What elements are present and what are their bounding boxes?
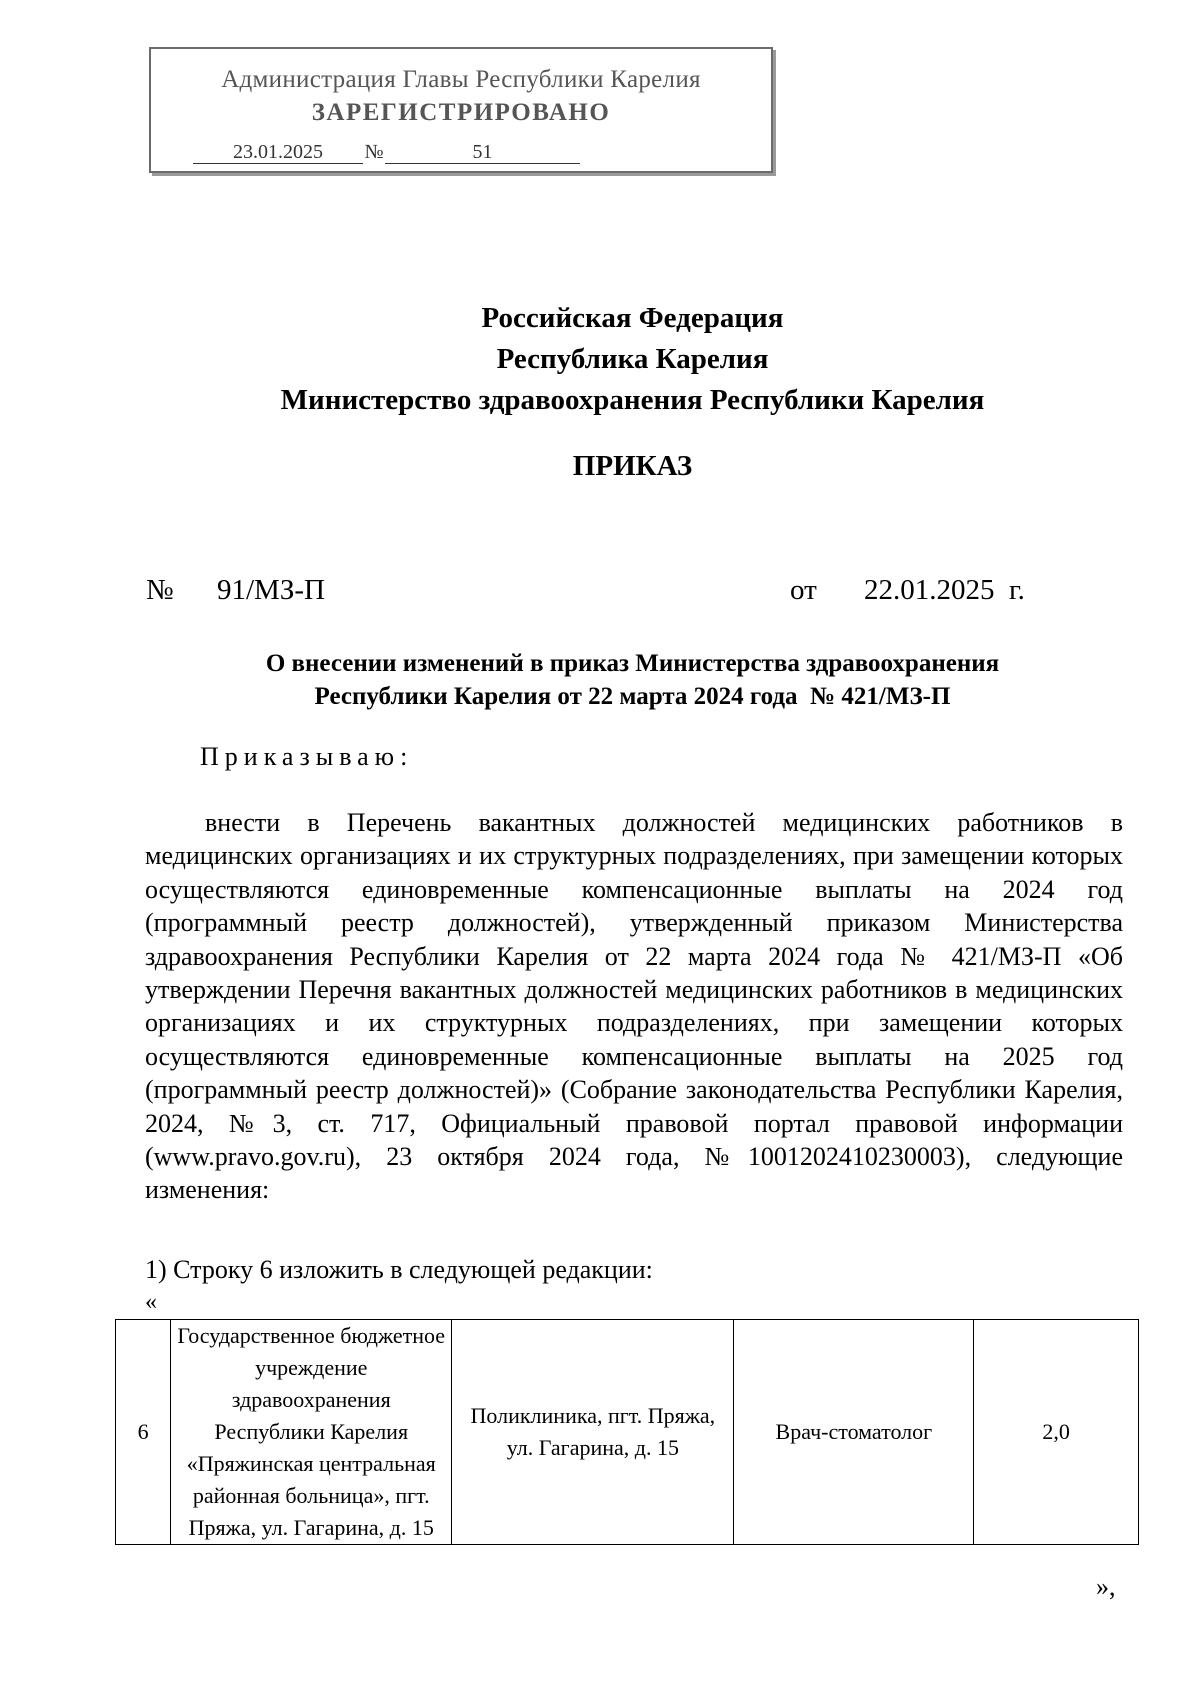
order-number: 91/МЗ-П <box>217 574 325 606</box>
republic-name: Республика Карелия <box>496 343 769 375</box>
stamp-date: 23.01.2025 <box>193 141 363 164</box>
row-number-cell: 6 <box>116 1320 171 1545</box>
amendment-item-1: 1) Строку 6 изложить в следующей редакции: <box>145 1255 653 1284</box>
order-from-label: от <box>790 574 817 606</box>
registration-stamp <box>149 47 773 173</box>
stamp-number-label: № <box>364 141 384 163</box>
body-paragraph: внести в Перечень вакантных должностей медицинских работников в медицинских организациях и их структурных подразделениях, при замещении которых осуществляются единовременные компенсационные выплаты на 2024 год (программный реестр должностей), утвержденный приказом Министерства здравоохранения Республики Карелия от 22 марта 2024 года № 421/МЗ-П «Об утверждении Перечня вакантных должностей медицинских работников в медицинских организациях и их структурных подразделениях, при замещении которых осуществляются единовременные компенсационные выплаты на 2025 год (программный реестр должностей)» (Собрание законодательства Республики Карелия, 2024, №3, ст. 717, Официальный правовой портал правовой информации (www.pravo.gov.ru), 23 октября 2024 года, №1001202410230003), следующие изменения: <box>145 808 1123 1205</box>
stamp-number: 51 <box>385 141 580 164</box>
subject-line-2: Республики Карелия от 22 марта 2024 года № 421/МЗ-П <box>314 683 951 710</box>
subdivision-cell: Поликлиника, пгт. Пряжа, ул. Гагарина, д. 15 <box>452 1320 734 1545</box>
country-name: Российская Федерация <box>481 302 784 334</box>
ministry-name: Министерство здравоохранения Республики Карелия <box>280 384 985 416</box>
stamp-registration-line <box>193 141 580 164</box>
position-cell: Врач-стоматолог <box>734 1320 974 1545</box>
order-number-label: № <box>146 574 174 606</box>
stamp-authority: Администрация Главы Республики Карелия <box>221 66 701 93</box>
open-quote: « <box>145 1289 157 1315</box>
stamp-status: ЗАРЕГИСТРИРОВАНО <box>311 99 611 126</box>
close-quote: », <box>1096 1572 1116 1601</box>
table-row <box>116 1320 1139 1545</box>
order-subject <box>0 647 1200 713</box>
document-type: ПРИКАЗ <box>572 450 693 482</box>
directive-heading: Приказываю: <box>200 742 414 771</box>
rate-cell: 2,0 <box>974 1320 1139 1545</box>
organization-cell: Государственное бюджетное учреждение здравоохранения Республики Карелия «Пряжинская центральная районная больница», пгт. Пряжа, ул. Гагарина, д. 15 <box>171 1320 452 1545</box>
document-header <box>0 298 1200 421</box>
order-date: 22.01.2025 г. <box>864 574 1025 606</box>
subject-line-1: О внесении изменений в приказ Министерства здравоохранения <box>265 650 1000 677</box>
amendment-table <box>115 1319 1139 1545</box>
